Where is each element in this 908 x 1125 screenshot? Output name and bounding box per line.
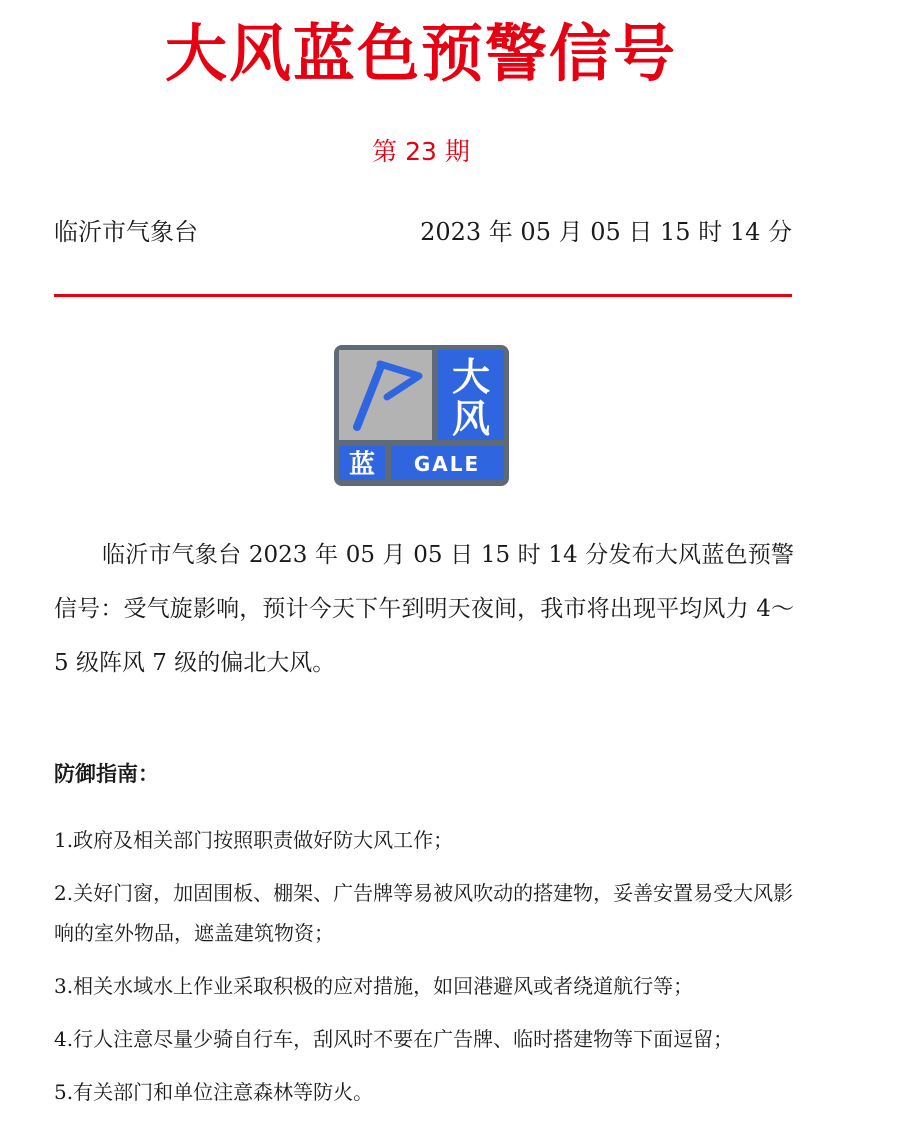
header-divider	[54, 294, 792, 297]
warning-description: 临沂市气象台 2023 年 05 月 05 日 15 时 14 分发布大风蓝色预警信号：受气旋影响，预计今天下午到明天夜间，我市将出现平均风力 4～5 级阵风 7 级的偏北大风。	[54, 542, 794, 676]
guide-item: 5.有关部门和单位注意森林等防火。	[54, 1080, 374, 1104]
defense-guide-list	[54, 820, 794, 1125]
issuer-name: 临沂市气象台	[54, 218, 198, 246]
defense-guide-heading: 防御指南：	[54, 762, 159, 786]
page-title: 大风蓝色预警信号	[164, 17, 677, 90]
issue-number: 第 23 期	[372, 137, 470, 166]
guide-item: 2.关好门窗，加固围板、棚架、广告牌等易被风吹动的搭建物，妥善安置易受大风影响的室外物品，遮盖建筑物资；	[54, 881, 794, 945]
issue-datetime: 2023 年 05 月 05 日 15 时 14 分	[420, 218, 792, 246]
gale-blue-warning-icon	[333, 344, 510, 487]
guide-item: 1.政府及相关部门按照职责做好防大风工作；	[54, 828, 454, 852]
icon-english-label: GALE	[413, 452, 481, 476]
guide-item: 3.相关水域水上作业采取积极的应对措施，如回港避风或者绕道航行等；	[54, 974, 694, 998]
icon-level-char: 蓝	[348, 450, 376, 480]
icon-type-char-1: 大	[451, 355, 491, 399]
icon-type-char-2: 风	[451, 397, 491, 441]
guide-item: 4.行人注意尽量少骑自行车，刮风时不要在广告牌、临时搭建物等下面逗留；	[54, 1027, 734, 1051]
